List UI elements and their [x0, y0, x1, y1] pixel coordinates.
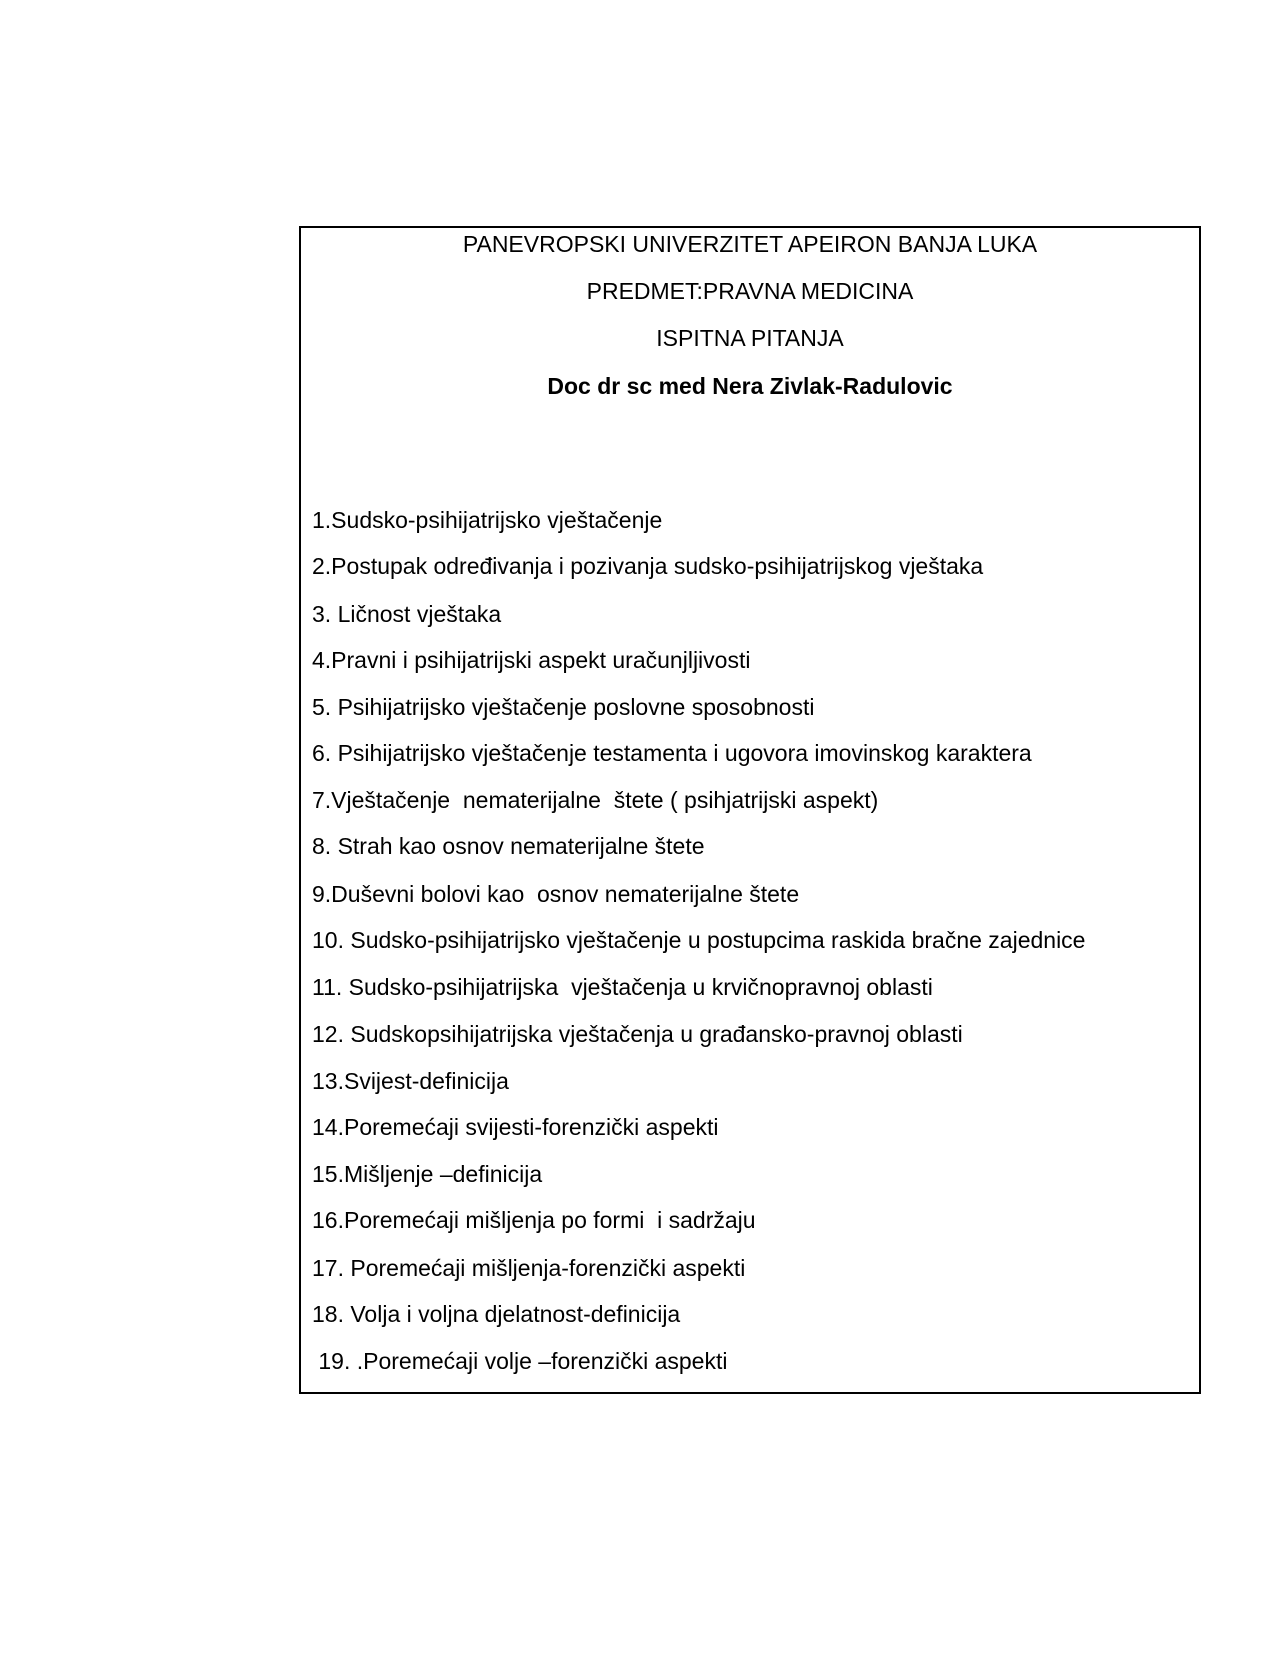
- question-item: 13.Svijest-definicija: [312, 1068, 509, 1094]
- question-item: 17. Poremećaji mišljenja-forenzički aspekti: [312, 1255, 746, 1281]
- subject-title: PREDMET:PRAVNA MEDICINA: [586, 278, 914, 304]
- question-item: 10. Sudsko-psihijatrijsko vještačenje u postupcima raskida bračne zajednice: [312, 927, 1086, 953]
- university-name: PANEVROPSKI UNIVERZITET APEIRON BANJA LUKA: [462, 231, 1038, 257]
- author-name: Doc dr sc med Nera Zivlak-Radulovic: [547, 373, 953, 399]
- question-item: 3. Ličnost vještaka: [312, 601, 502, 627]
- question-item: 19. .Poremećaji volje –forenzički aspekti: [312, 1348, 728, 1374]
- question-item: 15.Mišljenje –definicija: [312, 1161, 543, 1187]
- question-item: 11. Sudsko-psihijatrijska vještačenja u krvičnopravnoj oblasti: [312, 974, 933, 1000]
- document-title: ISPITNA PITANJA: [656, 325, 844, 351]
- question-item: 9.Duševni bolovi kao osnov nematerijalne štete: [312, 881, 800, 907]
- question-item: 7.Vještačenje nematerijalne štete ( psihjatrijski aspekt): [312, 787, 879, 813]
- question-item: 2.Postupak određivanja i pozivanja sudsko-psihijatrijskog vještaka: [312, 553, 984, 579]
- question-item: 5. Psihijatrijsko vještačenje poslovne sposobnosti: [312, 694, 815, 720]
- question-item: 4.Pravni i psihijatrijski aspekt uračunjljivosti: [312, 647, 751, 673]
- question-item: 8. Strah kao osnov nematerijalne štete: [312, 833, 705, 859]
- question-item: 6. Psihijatrijsko vještačenje testamenta i ugovora imovinskog karaktera: [312, 740, 1032, 766]
- question-item: 16.Poremećaji mišljenja po formi i sadržaju: [312, 1207, 756, 1233]
- question-item: 12. Sudskopsihijatrijska vještačenja u građansko-pravnoj oblasti: [312, 1021, 963, 1047]
- question-item: 18. Volja i voljna djelatnost-definicija: [312, 1301, 681, 1327]
- question-item: 1.Sudsko-psihijatrijsko vještačenje: [312, 507, 663, 533]
- document-frame: [299, 226, 1201, 1394]
- question-item: 14.Poremećaji svijesti-forenzički aspekti: [312, 1114, 719, 1140]
